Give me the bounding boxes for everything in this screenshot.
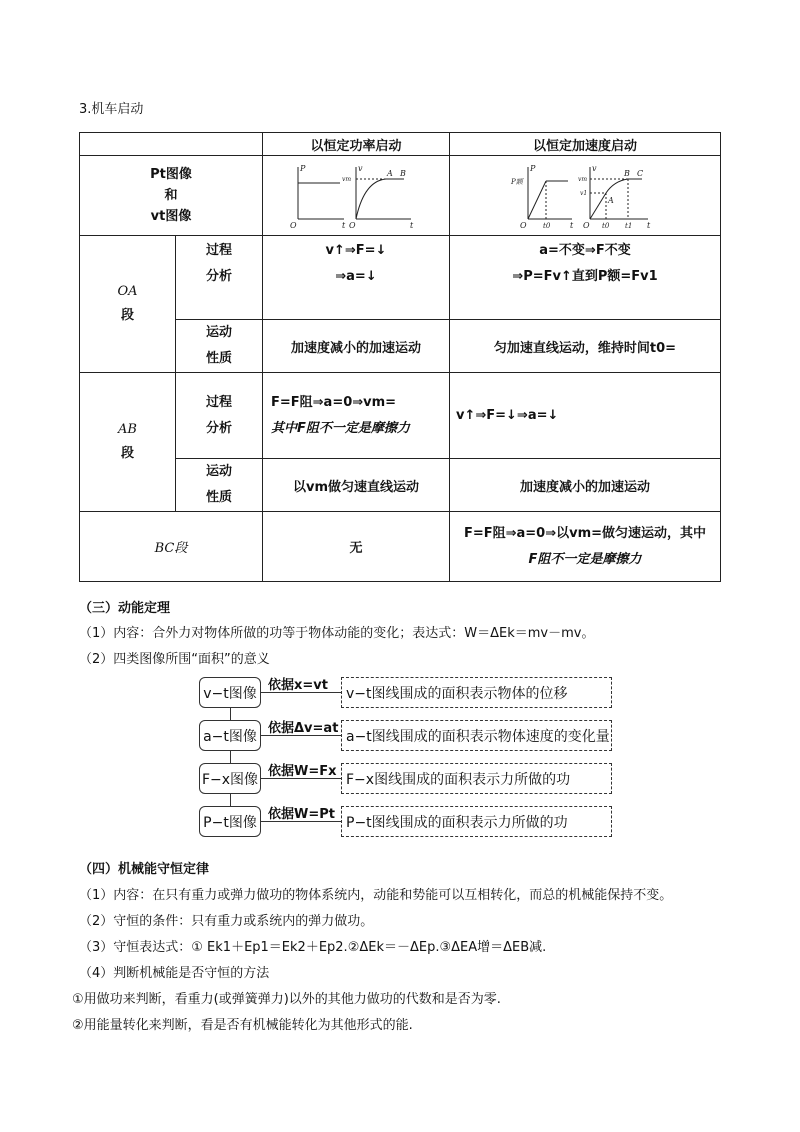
g2-p-label: P xyxy=(530,163,536,173)
sec4-p1: （1）内容：在只有重力或弹力做功的物体系统内，动能和势能可以互相转化，而总的机械能保持不变。 xyxy=(79,888,673,903)
graph-constant-power xyxy=(263,156,450,236)
g2-t1b-label: t1 xyxy=(625,221,633,230)
g2-vm-label: vm xyxy=(578,175,588,183)
oa-accel-line1: a=不变⇒F不变 xyxy=(539,243,631,258)
graph-power-svg xyxy=(286,161,426,231)
ab-process-label xyxy=(176,373,263,459)
ab-label-line2: 段 xyxy=(120,446,134,461)
header-empty-cell xyxy=(80,133,263,156)
graph-constant-acceleration xyxy=(450,156,721,236)
power-ramp xyxy=(528,181,546,219)
ab-power-line2: 其中F阻不一定是摩擦力 xyxy=(271,420,410,436)
g2-t2-label: t xyxy=(647,220,651,230)
flow-label-fx: 依据W=Fx xyxy=(268,764,337,779)
bc-segment-label: BC段 xyxy=(80,512,263,582)
g2-t-label: t xyxy=(570,220,574,230)
oa-process-power xyxy=(263,236,450,320)
flow-box-at: a−t图像 xyxy=(199,720,261,751)
flow-desc-at: a−t图线围成的面积表示物体速度的变化量 xyxy=(341,720,612,751)
g2-v-label: v xyxy=(592,163,597,173)
g1-b-label: B xyxy=(400,168,406,178)
g1-t-label: t xyxy=(342,220,346,230)
g2-o-label: O xyxy=(520,220,527,230)
section-title: 3.机车启动 xyxy=(79,102,144,117)
ab-nature-line2: 性质 xyxy=(205,490,232,505)
graph-label-line1: Pt图像 xyxy=(150,167,192,182)
sec4-p6: ②用能量转化来判断，看是否有机械能转化为其他形式的能. xyxy=(72,1018,413,1033)
oa-power-line2: ⇒a=↓ xyxy=(335,269,377,284)
graph-row-label xyxy=(80,156,263,236)
sec4-p5: ①用做功来判断，看重力(或弹簧弹力)以外的其他力做功的代数和是否为零. xyxy=(72,992,501,1007)
ab-process-accel: v↑⇒F=↓⇒a=↓ xyxy=(450,373,721,459)
g1-o2-label: O xyxy=(349,220,356,230)
velocity-curve-b xyxy=(606,179,642,193)
flow-desc-fx: F−x图线围成的面积表示力所做的功 xyxy=(341,763,612,794)
graph-label-line3: vt图像 xyxy=(150,209,192,224)
flow-box-fx: F−x图像 xyxy=(199,763,261,794)
flow-desc-vt: v−t图线围成的面积表示物体的位移 xyxy=(341,677,612,708)
sec4-p2: （2）守恒的条件：只有重力或系统内的弹力做功。 xyxy=(79,914,374,929)
oa-accel-line2: ⇒P=Fv↑直到P额=Fv1 xyxy=(512,269,658,284)
g1-p-label: P xyxy=(300,163,306,173)
bc-power: 无 xyxy=(263,512,450,582)
oa-process-accel xyxy=(450,236,721,320)
oa-process-line2: 分析 xyxy=(205,269,232,284)
g1-o-label: O xyxy=(290,220,297,230)
sec4-p3: （3）守恒表达式：① Ek1＋Ep1＝Ek2＋Ep2.②ΔEk＝－ΔEp.③ΔEA增＝ΔEB减. xyxy=(79,940,547,955)
g1-t2-label: t xyxy=(410,220,414,230)
oa-nature-power: 加速度减小的加速运动 xyxy=(263,320,450,373)
oa-nature-label xyxy=(176,320,263,373)
ab-segment-label xyxy=(80,373,176,512)
flow-box-pt: P−t图像 xyxy=(199,806,261,837)
sec3-title: （三）动能定理 xyxy=(79,601,171,616)
header-constant-power: 以恒定功率启动 xyxy=(263,133,450,156)
ab-nature-power: 以vm做匀速直线运动 xyxy=(263,459,450,512)
g1-a-label: A xyxy=(387,168,393,178)
oa-power-line1: v↑⇒F=↓ xyxy=(325,243,387,258)
oa-label-line2: 段 xyxy=(120,308,134,323)
ab-nature-label xyxy=(176,459,263,512)
sec3-p1: （1）内容：合外力对物体所做的功等于物体动能的变化；表达式：W＝ΔEk＝mv－mv。 xyxy=(79,626,595,641)
oa-process-line1: 过程 xyxy=(205,243,232,258)
g1-vm-label: vm xyxy=(342,175,352,183)
bc-accel-line1: F=F阻⇒a=0⇒以vm=做匀速运动，其中 xyxy=(463,525,707,541)
sec4-title: （四）机械能守恒定律 xyxy=(79,862,210,877)
g2-o2-label: O xyxy=(583,220,590,230)
flow-desc-pt: P−t图线围成的面积表示力所做的功 xyxy=(341,806,612,837)
g2-b-label: B xyxy=(624,168,630,178)
graph-acceleration-svg xyxy=(510,161,660,231)
oa-label-line1: OA xyxy=(117,284,138,299)
oa-process-label xyxy=(176,236,263,320)
sec3-p2: （2）四类图像所围“面积”的意义 xyxy=(79,652,270,667)
ab-nature-line1: 运动 xyxy=(205,464,232,479)
flow-box-vt: v−t图像 xyxy=(199,677,261,708)
velocity-curve xyxy=(356,179,404,219)
g2-pe-label: P额 xyxy=(511,177,523,186)
bc-accel xyxy=(450,512,721,582)
velocity-ramp xyxy=(590,193,606,219)
oa-segment-label xyxy=(80,236,176,373)
ab-process-line2: 分析 xyxy=(205,420,232,436)
g2-a-label: A xyxy=(608,195,614,205)
g2-t0-label: t0 xyxy=(543,221,551,230)
oa-nature-line2: 性质 xyxy=(205,351,232,366)
header-constant-acceleration: 以恒定加速度启动 xyxy=(450,133,721,156)
flow-label-pt: 依据W=Pt xyxy=(268,807,335,822)
g2-c-label: C xyxy=(637,168,644,178)
flow-label-vt: 依据x=vt xyxy=(268,678,328,693)
ab-label-line1: AB xyxy=(118,422,137,437)
ab-process-line1: 过程 xyxy=(205,394,232,410)
g2-t0b-label: t0 xyxy=(602,221,610,230)
graph-label-line2: 和 xyxy=(164,188,178,203)
flow-label-at: 依据Δv=at xyxy=(268,721,339,736)
ab-power-line1: F=F阻⇒a=0⇒vm= xyxy=(271,394,397,410)
oa-nature-accel: 匀加速直线运动，维持时间t0= xyxy=(450,320,721,373)
sec4-p4: （4）判断机械能是否守恒的方法 xyxy=(79,966,270,981)
ab-process-power xyxy=(263,373,450,459)
g1-v-label: v xyxy=(358,163,363,173)
ab-nature-accel: 加速度减小的加速运动 xyxy=(450,459,721,512)
bc-accel-line2: F阻不一定是摩擦力 xyxy=(528,551,642,567)
locomotive-start-table xyxy=(79,132,721,582)
g2-v1-label: v1 xyxy=(580,189,588,197)
oa-nature-line1: 运动 xyxy=(205,325,232,340)
